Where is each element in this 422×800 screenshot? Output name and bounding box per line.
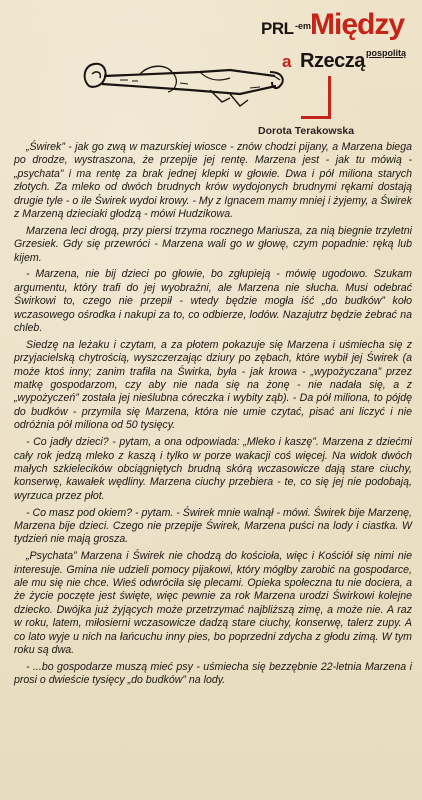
column-title-miedzy: Między <box>310 8 405 41</box>
title-rule-horizontal <box>301 116 331 119</box>
column-title-rzecza: Rzeczą <box>300 50 365 72</box>
article-paragraph: „Świrek” - jak go zwą w mazurskiej wiosce - znów chodzi pijany, a Marzena biega po drodze, wystraszona, że przepije jej rentę. Marzena jest - jak tu mówią - „psychata” i ma rentę za brak jednej klepki w głowie. Dwa i pół miliona starych złotych. Za mleko od dwóch brudnych krów wydojonych brudnymi rękami dostają drugie tyle - o ile Świrek wydoi krowy. - My z Ignacem mamy mniej i żyjemy, a Świrek z Marzeną dzieciaki głodzą - mówi Hudzikowa. <box>14 141 412 221</box>
column-title-prl: PRL <box>261 19 294 38</box>
title-rule-vertical <box>328 76 331 116</box>
article-paragraph: „Psychata” Marzena i Świrek nie chodzą do kościoła, więc i Kościół się nimi nie interesuje. Gmina nie udzieli pomocy pijakowi, który mógłby zarobić na gospodarce, ale mu się nie chce. Wieś odwróciła się plecami. Opieka społeczna tu nie dociera, a że życie poczęte jest święte, więc pewnie za rok Marzena urodzi Świrkowi kolejne dziecko. Dwójka już żyjących może przetrzymać najbliższą zimę, a może nie. A raz w roku, latem, miłosierni wczasowicze dadzą stare ciuchy, konserwę, talerz zupy. A co lato wyje u nich na łańcuchu inny pies, bo poprzedni zdycha z głodu zimą. W tym roku są dwa. <box>14 550 412 656</box>
safety-pin-drawing-icon <box>80 50 290 120</box>
article-paragraph: - ...bo gospodarze muszą mieć psy - uśmiecha się bezzębnie 22-letnia Marzena i prosi o dwieście tysięcy „do budków” na lody. <box>14 660 412 687</box>
article-paragraph: Siedzę na leżaku i czytam, a za płotem pokazuje się Marzena i uśmiecha się z przyjacielską chytrością, wyszczerzając dziury po zębach, które wybił jej Świrek (a może ktoś inny; zanim trafiła na Świrka, była - jak krowa - „wypożyczana” przez matkę gospodarzom, czy aby nie nada się na żonę - nie nadała się, a z „wypożyczeń” została jej nieślubna córeczka i wybity ząb). - Da pół miliona, to pójdę do budków - przymila się Marzena, która nie umie czytać, pisać ani liczyć i nie odróżnia pół miliona od 50 tysięcy. <box>14 338 412 432</box>
article-paragraph: - Co jadły dzieci? - pytam, a ona odpowiada: „Mleko i kaszę”. Marzena z dziećmi cały rok jedzą mleko z kaszą i tylko w porze wakacji coś więcej. Na widok dwóch małych szkielecików obciągniętych brudną skórą wczasowicze dają stare ciuchy, konserwę, kawałek wędliny. Marzena ciuchy przebiera - te, co się jej nie podobają, wyrzuca przez płot. <box>14 436 412 502</box>
article-paragraph: Marzena leci drogą, przy piersi trzyma rocznego Mariusza, za nią biegnie trzyletni Grzesiek. Gdy się przewróci - Marzena wali go w głowę, czym popadnie: ręką lub kijem. <box>14 224 412 264</box>
article-body <box>14 141 412 691</box>
column-header <box>0 0 422 160</box>
author-byline: Dorota Terakowska <box>258 125 355 137</box>
column-title-a: a <box>282 52 292 71</box>
column-title-em: -em <box>295 21 312 31</box>
article-paragraph: - Marzena, nie bij dzieci po głowie, bo zgłupieją - mówię ugodowo. Szukam argumentu, który trafi do jej wyobraźni, ale Marzena nie słucha. Musi odebrać Świrkowi to, czego nie przepił - wtedy będzie mogła iść „do budków” koło wczasowego ośrodka i nakupi za to, co odbierze, lodów. Nazajutrz będzie żebrać na chleb. <box>14 268 412 335</box>
article-paragraph: - Co masz pod okiem? - pytam. - Świrek mnie walnął - mówi. Świrek bije Marzenę, Marzena bije dzieci. Czego nie przepije Świrek, Marzena puści na lody i ciastka. W tydzień nie mają grosza. <box>14 506 412 546</box>
column-title-pospolita: pospolitą <box>366 48 406 58</box>
